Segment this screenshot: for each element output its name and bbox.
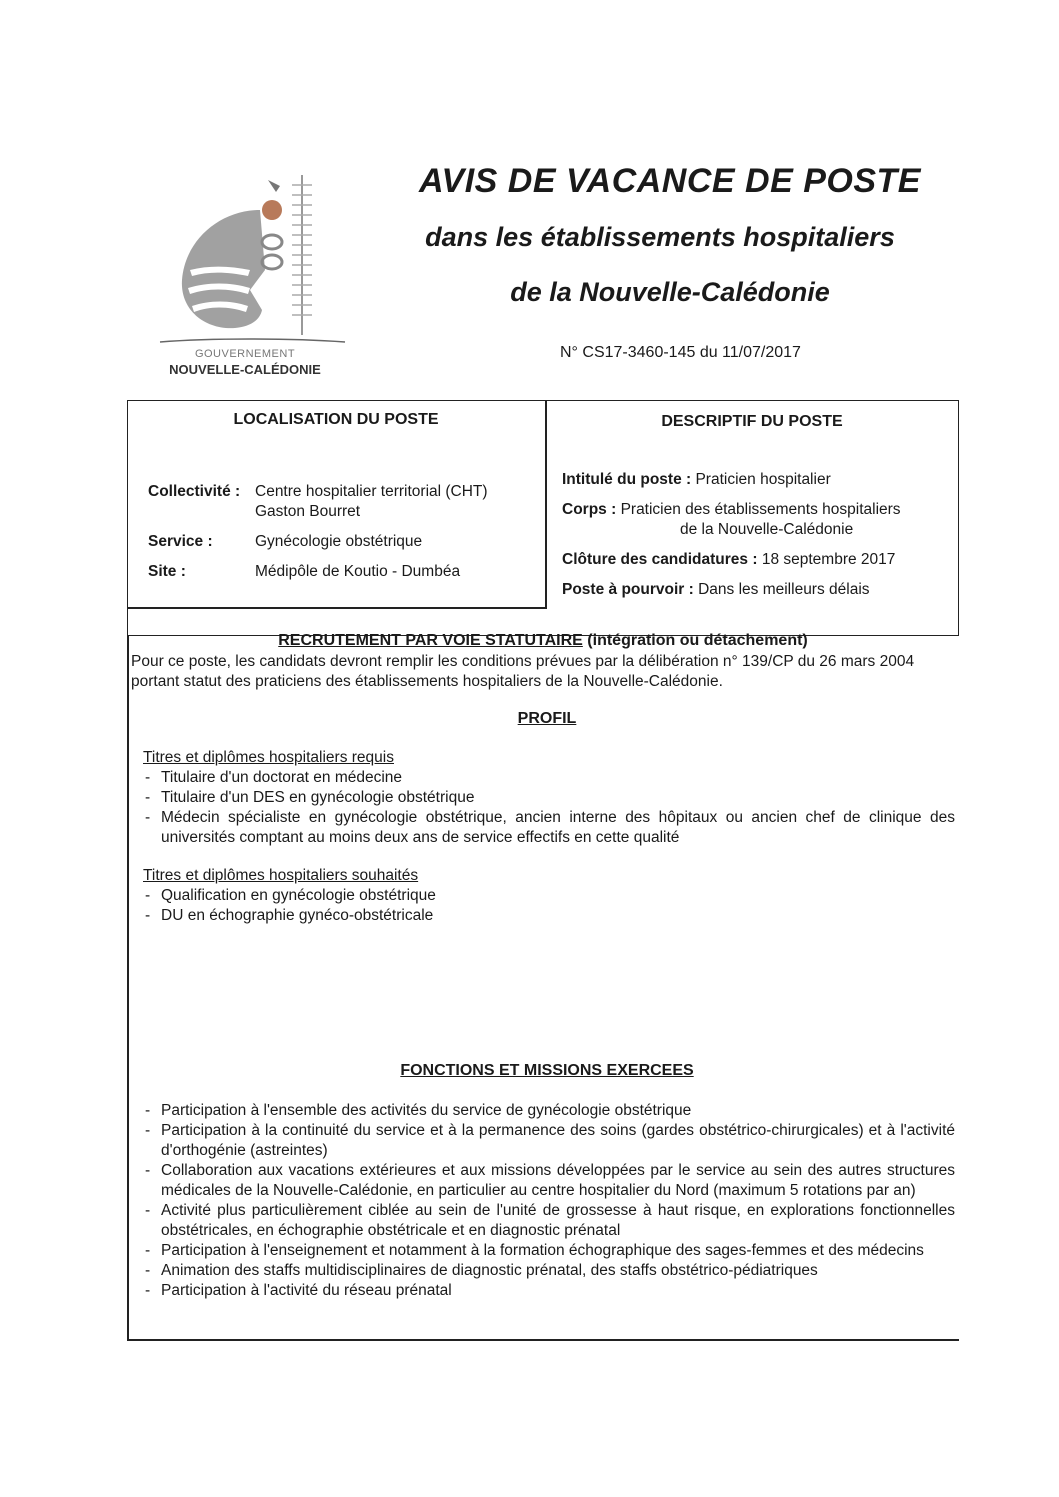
corps-label: Corps :	[562, 501, 617, 518]
site-label: Site :	[148, 563, 186, 580]
list-item: - Participation à la continuité du service et à la permanence des soins (gardes obstétrico-chirurgicales) et à l'activité d'orthogénie (astreintes)	[143, 1121, 955, 1161]
list-item: - DU en échographie gynéco-obstétricale	[143, 906, 955, 926]
list-item: - Collaboration aux vacations extérieures et aux missions développées par le service au sein des autres structures médicales de la Nouvelle-Calédonie, en particulier au centre hospitalier du Nord (maximum 5 rotations par an)	[143, 1161, 955, 1201]
intitule-label: Intitulé du poste :	[562, 471, 692, 488]
profil-souhaites-block	[143, 866, 955, 926]
list-item: - Titulaire d'un DES en gynécologie obstétrique	[143, 788, 955, 808]
recrutement-paragraph: Pour ce poste, les candidats devront remplir les conditions prévues par la délibération n° 139/CP du 26 mars 2004 portant statut des praticiens des établissements hospitaliers de la Nouvelle-Calédonie.	[131, 653, 915, 690]
pourvoir-label: Poste à pourvoir :	[562, 581, 694, 598]
service-value: Gynécologie obstétrique	[255, 533, 423, 550]
list-item: - Qualification en gynécologie obstétrique	[143, 886, 955, 906]
collectivite-label: Collectivité :	[148, 483, 241, 500]
body-bottom-border	[127, 1339, 959, 1341]
document-subtitle-line2: de la Nouvelle-Calédonie	[510, 277, 830, 307]
recrutement-heading-detail: (intégration ou détachement)	[582, 632, 808, 649]
list-item: - Participation à l'activité du réseau prénatal	[143, 1281, 955, 1301]
service-label: Service :	[148, 533, 213, 550]
collectivite-value-line2: Gaston Bourret	[255, 503, 361, 520]
list-item: - Animation des staffs multidisciplinaires de diagnostic prénatal, des staffs obstétrico-pédiatriques	[143, 1261, 955, 1281]
collectivite-value	[255, 482, 488, 522]
souhaites-heading: Titres et diplômes hospitaliers souhaités	[143, 867, 419, 884]
corps-value-line1: Praticien des établissements hospitaliers	[620, 501, 901, 518]
info-table-divider	[545, 400, 547, 608]
cloture-label: Clôture des candidatures :	[562, 551, 758, 568]
recrutement-heading	[127, 632, 959, 650]
document-title: AVIS DE VACANCE DE POSTE	[419, 162, 921, 200]
logo-nouvelle-caledonie-text: NOUVELLE-CALÉDONIE	[169, 362, 321, 377]
pourvoir-value: Dans les meilleurs délais	[698, 581, 870, 598]
profil-requis-block	[143, 748, 955, 848]
fonctions-block	[143, 1101, 955, 1301]
info-table-bottom-left-line	[127, 607, 547, 609]
fonctions-heading: FONCTIONS ET MISSIONS EXERCEES	[400, 1062, 694, 1079]
intitule-value: Praticien hospitalier	[695, 471, 831, 488]
list-item: - Participation à l'enseignement et notamment à la formation échographique des sages-femmes et des médecins	[143, 1241, 955, 1261]
localisation-block	[148, 482, 544, 582]
list-item: - Activité plus particulièrement ciblée au sein de l'unité de grossesse à haut risque, en explorations fonctionnelles obstétricales, en échographie obstétricale et en diagnostic prénatal	[143, 1201, 955, 1241]
list-item: - Participation à l'ensemble des activités du service de gynécologie obstétrique	[143, 1101, 955, 1121]
recrutement-heading-main: RECRUTEMENT PAR VOIE STATUTAIRE	[278, 632, 583, 649]
corps-value-line2: de la Nouvelle-Calédonie	[680, 521, 854, 538]
list-item: - Médecin spécialiste en gynécologie obstétrique, ancien interne des hôpitaux ou ancien chef de clinique des universités comptant au moins deux ans de service effectifs en cette qualité	[143, 808, 955, 848]
logo-gouvernement-text: GOUVERNEMENT	[194, 348, 296, 360]
descriptif-block	[562, 470, 952, 600]
list-item: - Titulaire d'un doctorat en médecine	[143, 768, 955, 788]
site-value: Médipôle de Koutio - Dumbéa	[255, 563, 461, 580]
collectivite-value-line1: Centre hospitalier territorial (CHT)	[255, 483, 488, 500]
document-subtitle-line1: dans les établissements hospitaliers	[425, 222, 895, 252]
requis-heading: Titres et diplômes hospitaliers requis	[143, 749, 394, 766]
body-left-border	[127, 636, 129, 1340]
cloture-value: 18 septembre 2017	[761, 551, 896, 568]
profil-heading: PROFIL	[517, 710, 577, 727]
reference-number: N° CS17-3460-145 du 11/07/2017	[560, 344, 801, 361]
localisation-heading: LOCALISATION DU POSTE	[233, 411, 439, 428]
descriptif-heading: DESCRIPTIF DU POSTE	[661, 413, 843, 430]
